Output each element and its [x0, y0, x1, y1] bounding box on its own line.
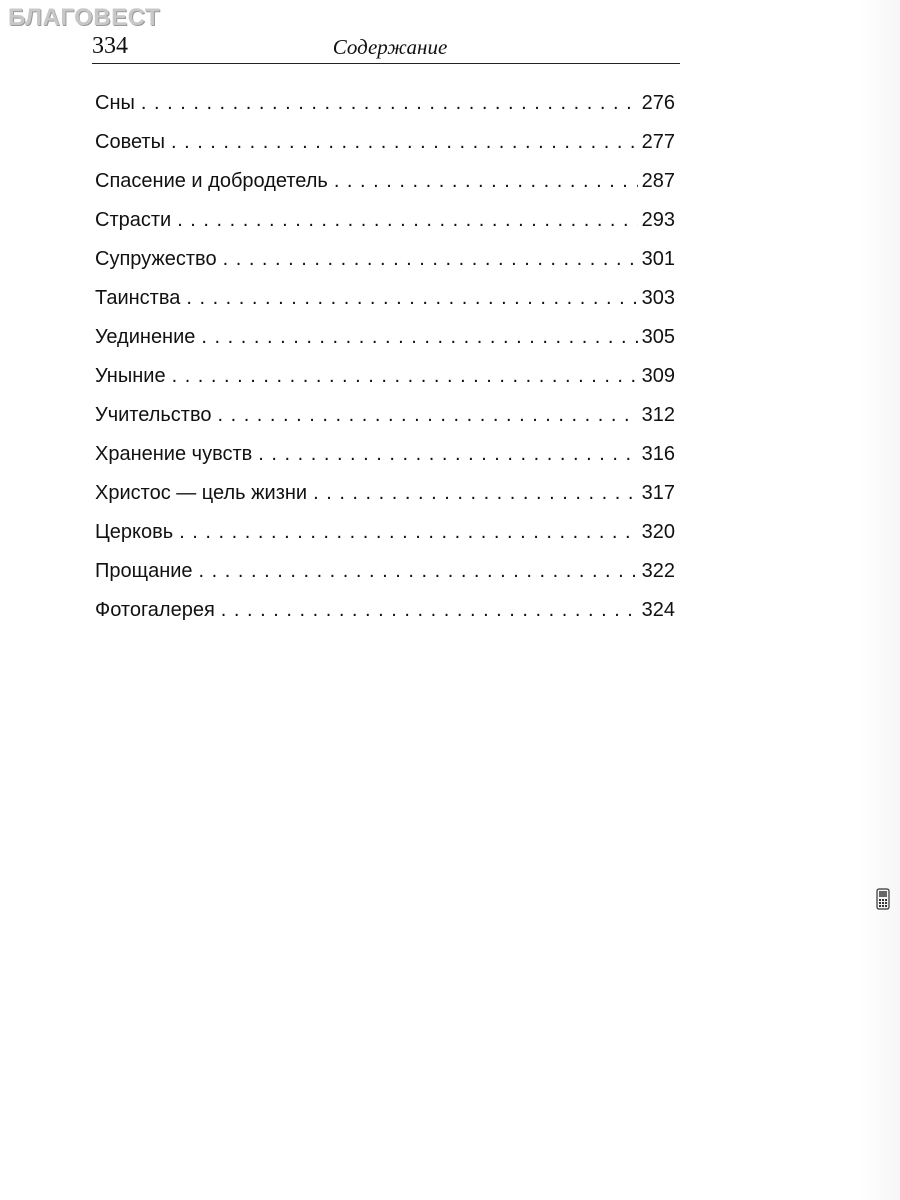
toc-entry — [95, 205, 675, 244]
dot-leader — [221, 595, 638, 625]
toc-entry-title: Уединение — [95, 326, 196, 348]
toc-entry-page: 316 — [641, 443, 675, 465]
dot-leader — [171, 127, 638, 157]
watermark-logo: БЛАГОВЕСТ — [8, 4, 161, 31]
toc-entry — [95, 400, 675, 439]
toc-entry-title: Супружество — [95, 248, 217, 270]
toc-entry — [95, 517, 675, 556]
toc-entry-title: Таинства — [95, 287, 181, 309]
toc-entry-title: Уныние — [95, 365, 166, 387]
toc-entry-page: 287 — [641, 170, 675, 192]
dot-leader — [172, 361, 638, 391]
page-edge-shadow — [860, 0, 900, 1200]
toc-entry-title: Христос — цель жизни — [95, 482, 308, 504]
toc-entry — [95, 595, 675, 634]
toc-entry-title: Сны — [95, 92, 135, 114]
dot-leader — [179, 517, 637, 547]
dot-leader — [177, 205, 637, 235]
toc-entry-page: 301 — [641, 248, 675, 270]
dot-leader — [141, 88, 638, 118]
dot-leader — [217, 400, 637, 430]
dot-leader — [201, 322, 637, 352]
phone-icon — [876, 888, 890, 910]
dot-leader — [258, 439, 637, 469]
toc-entry — [95, 88, 675, 127]
running-title: Содержание — [332, 35, 448, 59]
toc-entry-title: Страсти — [95, 209, 172, 231]
toc-entry-page: 276 — [641, 92, 675, 114]
toc-entry — [95, 127, 675, 166]
toc-entry-page: 293 — [641, 209, 675, 231]
toc-entry-page: 303 — [641, 287, 675, 309]
toc-entry — [95, 283, 675, 322]
toc-entry — [95, 244, 675, 283]
dot-leader — [223, 244, 638, 274]
toc-entry-title: Прощание — [95, 560, 193, 582]
toc-entry — [95, 556, 675, 595]
toc-entry-page: 320 — [641, 521, 675, 543]
dot-leader — [313, 478, 638, 508]
toc-entry-title: Советы — [95, 131, 165, 153]
toc-entry-page: 277 — [641, 131, 675, 153]
toc-entry-title: Хранение чувств — [95, 443, 253, 465]
toc-entry-page: 305 — [641, 326, 675, 348]
toc-entry-title: Фотогалерея — [95, 599, 215, 621]
toc-entry — [95, 478, 675, 517]
page-number: 334 — [92, 33, 128, 59]
dot-leader — [199, 556, 638, 586]
toc-entry-page: 324 — [641, 599, 675, 621]
toc-entry — [95, 322, 675, 361]
toc-entry-page: 309 — [641, 365, 675, 387]
dot-leader — [334, 166, 638, 196]
table-of-contents — [95, 88, 675, 634]
toc-entry-page: 312 — [641, 404, 675, 426]
toc-entry-page: 317 — [641, 482, 675, 504]
toc-entry-title: Спасение и добродетель — [95, 170, 328, 192]
toc-entry — [95, 439, 675, 478]
toc-entry — [95, 361, 675, 400]
toc-entry-page: 322 — [641, 560, 675, 582]
toc-entry-title: Церковь — [95, 521, 174, 543]
dot-leader — [186, 283, 637, 313]
page-header — [92, 33, 680, 64]
toc-entry-title: Учительство — [95, 404, 212, 426]
toc-entry — [95, 166, 675, 205]
